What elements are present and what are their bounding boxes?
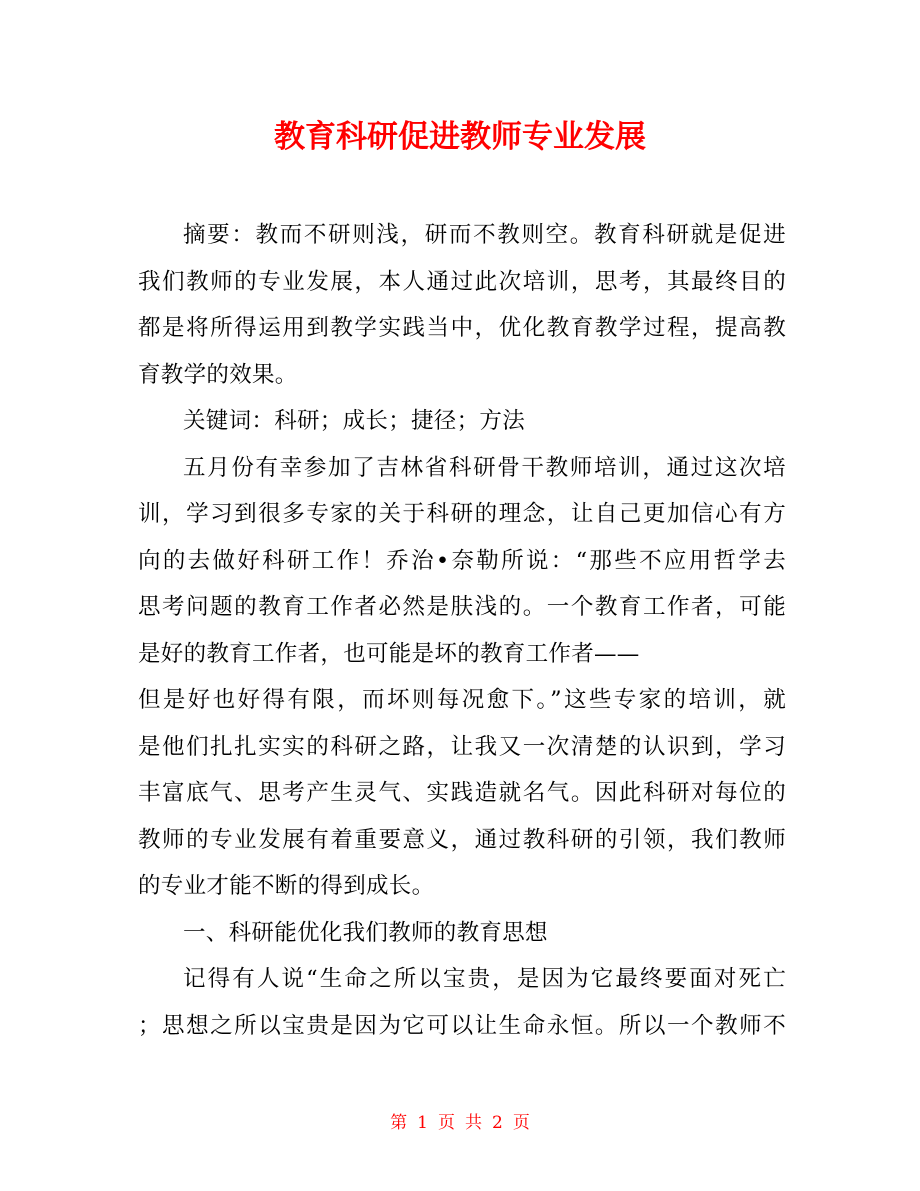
text-line: 思考问题的教育工作者必然是肤浅的。一个教育工作者，可能 (138, 594, 786, 620)
text-line: 记得有人说“生命之所以宝贵，是因为它最终要面对死亡 (183, 966, 786, 992)
footer-page-word: 第 (390, 1113, 408, 1133)
text-line: 教师的专业发展有着重要意义，通过教科研的引领，我们教师 (138, 826, 786, 853)
text-line: 丰富底气、思考产生灵气、实践造就名气。因此科研对每位的 (138, 780, 786, 806)
text-line: 一、科研能优化我们教师的教育思想 (183, 919, 548, 946)
footer-page-number: 1 (417, 1113, 428, 1133)
text-line: 都是将所得运用到教学实践当中，优化教育教学过程，提高教 (138, 315, 786, 341)
text-line: 训，学习到很多专家的关于科研的理念，让自己更加信心有方 (138, 501, 786, 527)
document-body (138, 212, 786, 1049)
text-line: 是好的教育工作者，也可能是坏的教育工作者—— (138, 640, 640, 667)
text-line: 但是好也好得有限，而坏则每况愈下。”这些专家的培训，就 (138, 687, 786, 713)
text-line: 摘要：教而不研则浅，研而不教则空。教育科研就是促进 (183, 222, 786, 248)
footer-total-word: 共 (465, 1113, 482, 1133)
text-line: 育教学的效果。 (138, 361, 298, 388)
text-line: 的专业才能不断的得到成长。 (138, 873, 435, 899)
footer-page-unit: 页 (438, 1113, 455, 1133)
text-line: 向的去做好科研工作！乔治•奈勒所说：“那些不应用哲学去 (138, 547, 786, 574)
text-line: 五月份有幸参加了吉林省科研骨干教师培训，通过这次培 (183, 454, 786, 481)
text-line: 我们教师的专业发展，本人通过此次培训，思考，其最终目的 (138, 268, 786, 295)
text-line: 关键词：科研；成长；捷径；方法 (183, 408, 526, 434)
text-line: ；思想之所以宝贵是因为它可以让生命永恒。所以一个教师不 (138, 1012, 786, 1039)
footer-total-unit: 页 (512, 1113, 530, 1133)
text-line: 是他们扎扎实实的科研之路，让我又一次清楚的认识到，学习 (138, 733, 786, 760)
page-title: 教育科研促进教师专业发展 (274, 119, 646, 155)
footer-total-pages: 2 (492, 1113, 503, 1133)
page-footer (0, 1111, 920, 1135)
